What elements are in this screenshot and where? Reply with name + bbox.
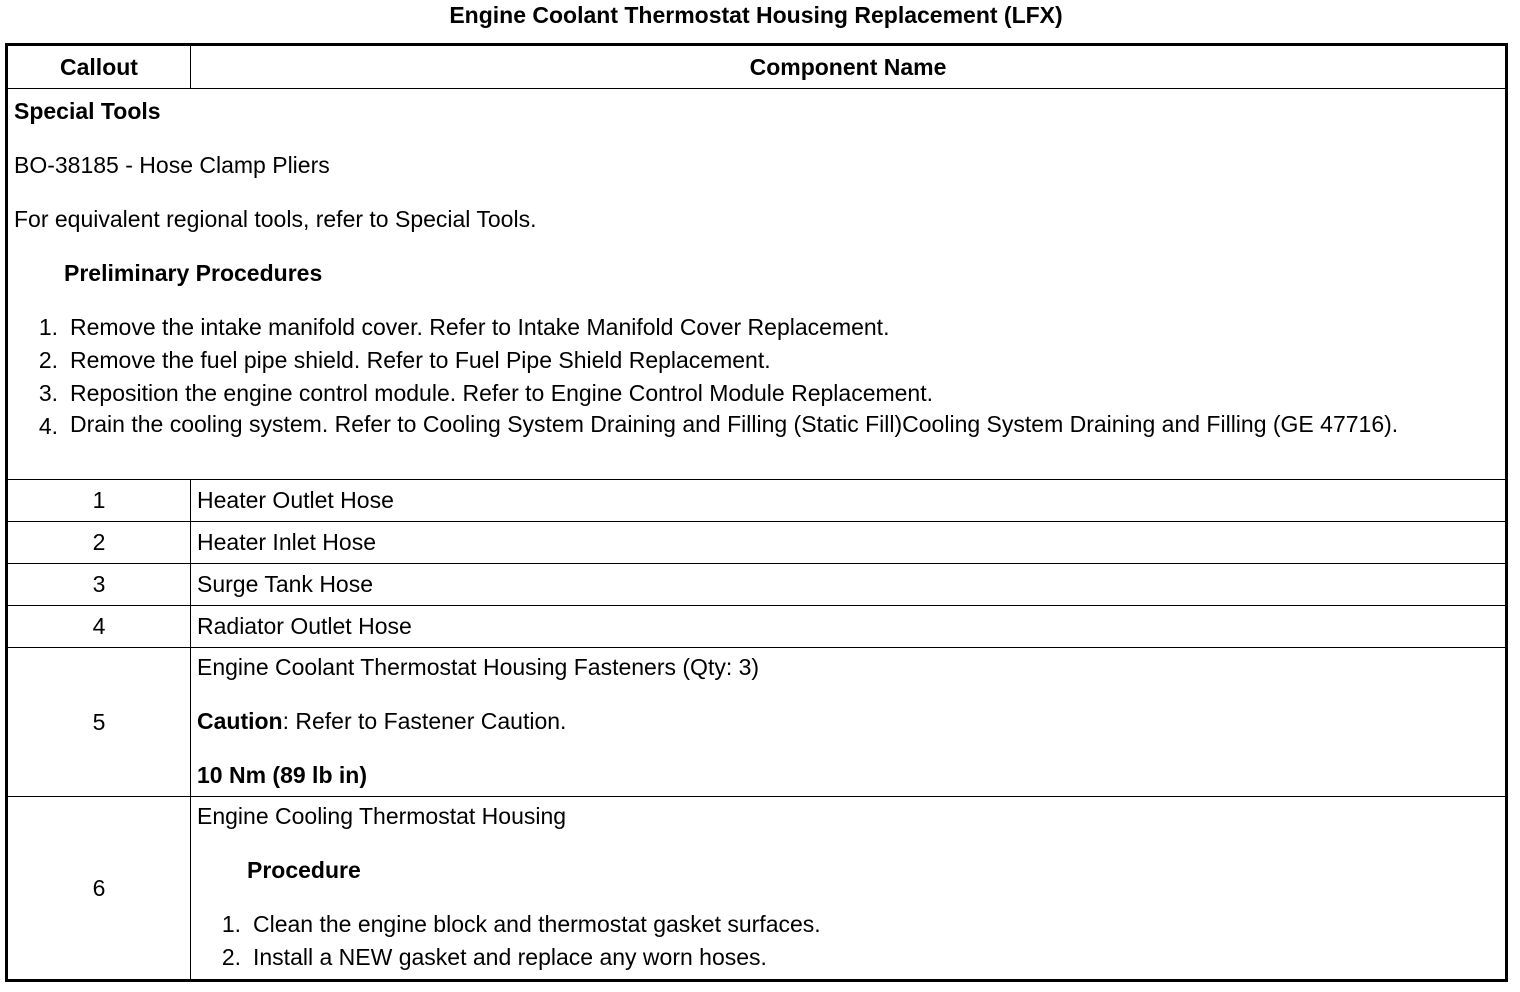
step-text: Remove the fuel pipe shield. Refer to Fuel Pipe Shield Replacement.	[70, 347, 771, 373]
component-name: Engine Cooling Thermostat Housing	[197, 803, 567, 829]
callout-number: 4	[7, 606, 191, 648]
special-tools-heading: Special Tools	[14, 98, 161, 124]
special-tool-item: BO-38185 - Hose Clamp Pliers	[14, 152, 330, 178]
list-item	[197, 908, 1499, 941]
step-number: 1.	[221, 911, 241, 937]
preliminary-procedures-heading: Preliminary Procedures	[64, 260, 323, 286]
component-table	[5, 43, 1508, 982]
callout-number: 6	[7, 797, 191, 981]
caution-note	[197, 705, 1499, 738]
step-number: 2.	[221, 944, 241, 970]
header-callout: Callout	[7, 45, 191, 89]
step-number: 4.	[38, 413, 58, 439]
step-number: 3.	[38, 380, 58, 406]
page-title: Engine Coolant Thermostat Housing Replacement (LFX)	[449, 2, 1063, 28]
caution-label: Caution	[197, 707, 283, 734]
callout-number: 5	[7, 648, 191, 797]
list-item	[14, 410, 1499, 443]
component-name: Heater Inlet Hose	[191, 522, 1507, 564]
component-detail-cell	[191, 797, 1507, 981]
step-text: Install a NEW gasket and replace any worn hoses.	[253, 944, 767, 970]
procedure-steps-list	[197, 908, 1499, 974]
preliminary-steps-list	[14, 311, 1499, 443]
table-row	[7, 480, 1507, 522]
table-header-row	[7, 45, 1507, 89]
list-item	[14, 377, 1499, 410]
step-number: 2.	[38, 347, 58, 373]
list-item	[197, 941, 1499, 974]
callout-number: 3	[7, 564, 191, 606]
table-row	[7, 522, 1507, 564]
equivalent-tools-note: For equivalent regional tools, refer to Special Tools.	[14, 206, 537, 232]
caution-text: : Refer to Fastener Caution.	[282, 707, 567, 734]
step-text: Reposition the engine control module. Refer to Engine Control Module Replacement.	[70, 380, 934, 406]
list-item	[14, 311, 1499, 344]
table-row	[7, 606, 1507, 648]
step-text: Remove the intake manifold cover. Refer to Intake Manifold Cover Replacement.	[70, 314, 890, 340]
step-text: Drain the cooling system. Refer to Cooling System Draining and Filling (Static Fill)Cooling System Draining and Filling (GE 47716).	[70, 411, 1399, 437]
intro-row	[7, 89, 1507, 480]
callout-number: 1	[7, 480, 191, 522]
intro-cell	[7, 89, 1507, 480]
component-name: Radiator Outlet Hose	[191, 606, 1507, 648]
component-name: Surge Tank Hose	[191, 564, 1507, 606]
procedure-heading: Procedure	[247, 857, 361, 883]
header-component-name: Component Name	[191, 45, 1507, 89]
component-detail-cell	[191, 648, 1507, 797]
torque-spec: 10 Nm (89 lb in)	[197, 761, 367, 788]
list-item	[14, 344, 1499, 377]
table-row	[7, 648, 1507, 797]
table-row	[7, 564, 1507, 606]
callout-number: 2	[7, 522, 191, 564]
step-number: 1.	[38, 314, 58, 340]
step-text: Clean the engine block and thermostat gasket surfaces.	[253, 911, 821, 937]
component-name: Engine Coolant Thermostat Housing Fasteners (Qty: 3)	[197, 653, 760, 680]
component-name: Heater Outlet Hose	[191, 480, 1507, 522]
table-row	[7, 797, 1507, 981]
